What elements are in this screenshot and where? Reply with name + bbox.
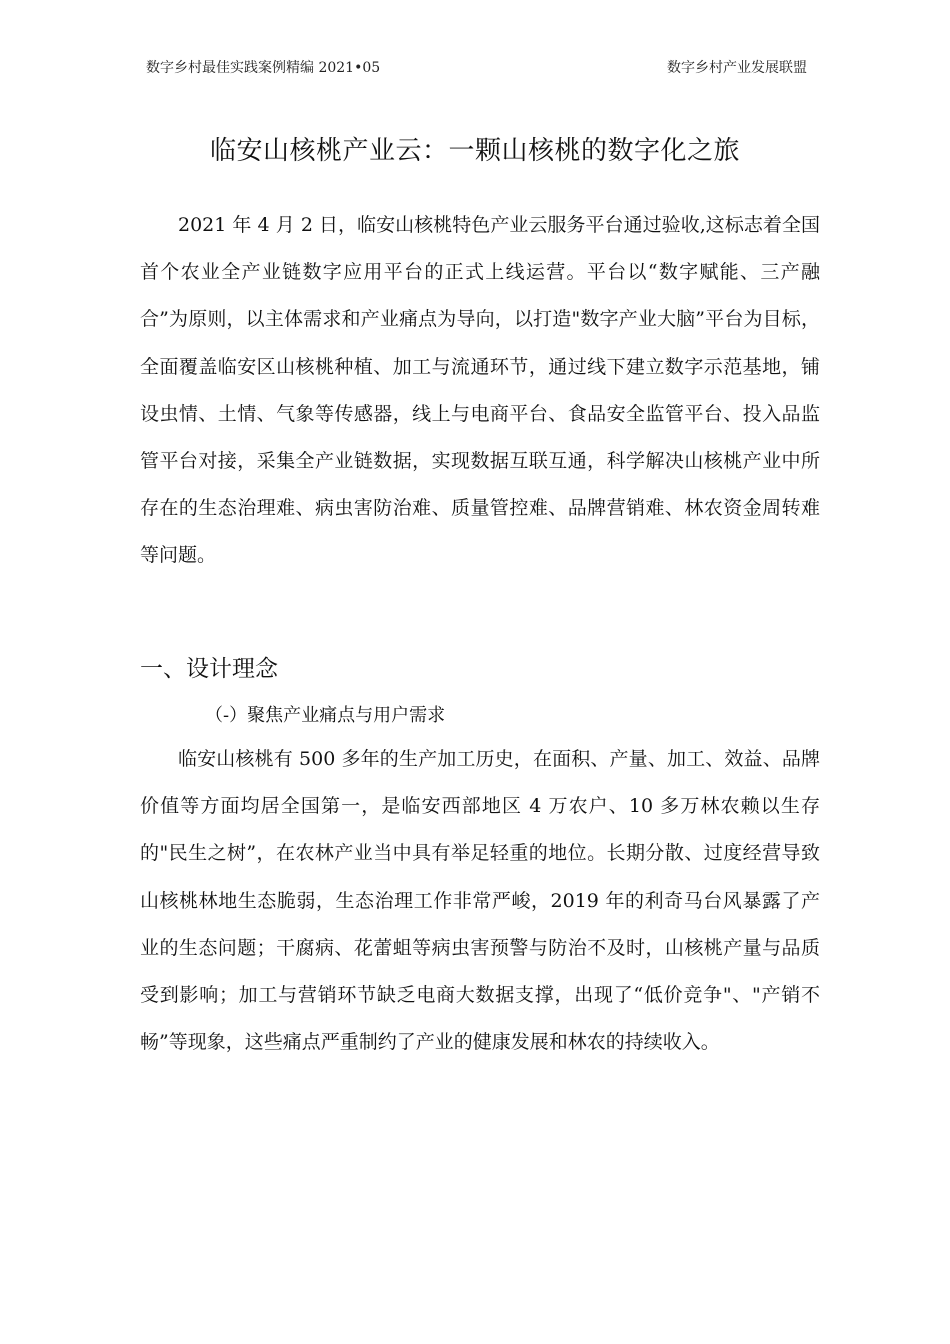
subsection-heading: （-）聚焦产业痛点与用户需求 [205,705,446,726]
header-publication: 数字乡村最佳实践案例精编 2021•05 [146,60,381,76]
document-title: 临安山核桃产业云：一颗山核桃的数字化之旅 [209,136,740,166]
header-organization: 数字乡村产业发展联盟 [667,60,807,76]
intro-paragraph: 2021 年 4 月 2 日，临安山核桃特色产业云服务平台通过验收,这标志着全国首个农业全产业链数字应用平台的正式上线运营。平台以“数字赋能、三产融合”为原则，以主体需求和产业痛点为导向，以打造"数字产业大脑”平台为目标，全面覆盖临安区山核桃种植、加工与流通环节，通过线下建立数字示范基地，铺设虫情、土情、气象等传感器，线上与电商平台、食品安全监管平台、投入品监管平台对接，采集全产业链数据，实现数据互联互通，科学解决山核桃产业中所存在的生态治理难、病虫害防治难、质量管控难、品牌营销难、林农资金周转难等问题。 [140,214,820,567]
section-paragraph: 临安山核桃有 500 多年的生产加工历史，在面积、产量、加工、效益、品牌价值等方面均居全国第一，是临安西部地区 4 万农户、10 多万林农赖以生存的"民生之树”，在农林产业当中具有举足轻重的地位。长期分散、过度经营导致山核桃林地生态脆弱，生态治理工作非常严峻，2019 年的利奇马台风暴露了产业的生态问题；干腐病、花蕾蛆等病虫害预警与防治不及时，山核桃产量与品质受到影响；加工与营销环节缺乏电商大数据支撑，出现了“低价竞争"、"产销不畅”等现象，这些痛点严重制约了产业的健康发展和林农的持续收入。 [140,748,820,1054]
section-heading: 一、设计理念 [140,656,278,682]
